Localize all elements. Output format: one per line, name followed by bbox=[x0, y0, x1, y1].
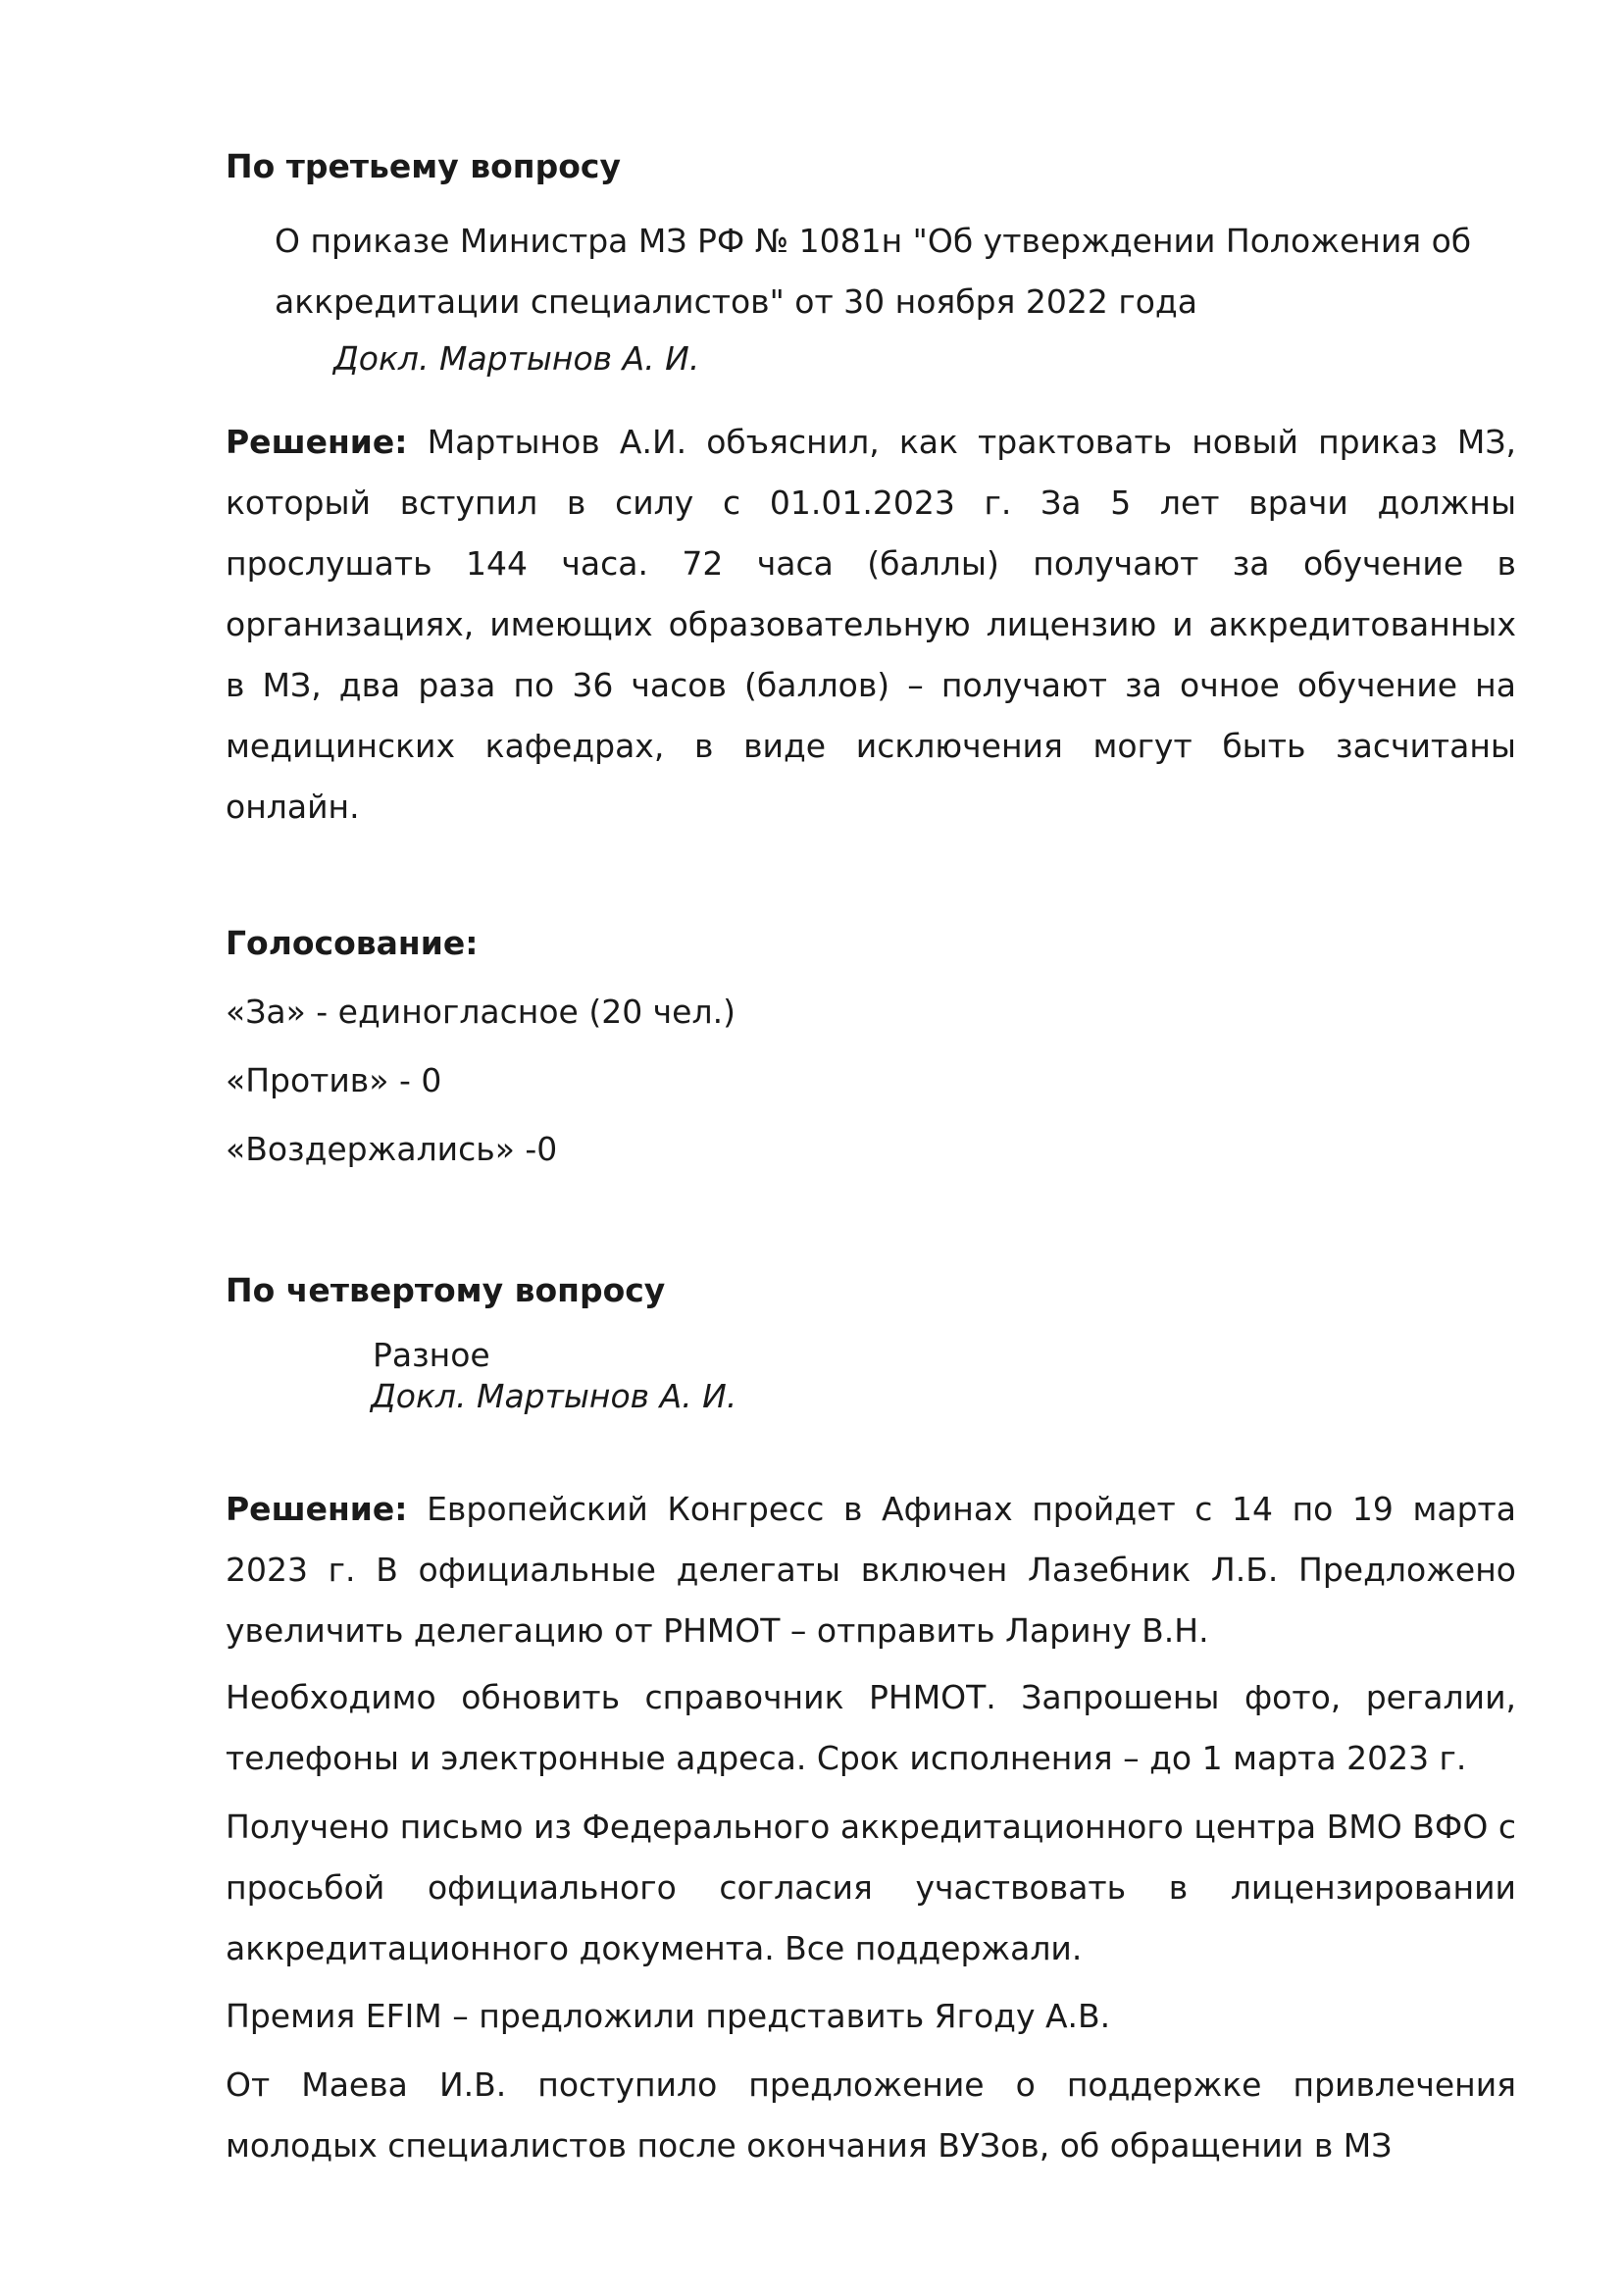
section4-speaker: Докл. Мартынов А. И. bbox=[371, 1377, 737, 1415]
voting-abstained: «Воздержались» -0 bbox=[226, 1130, 558, 1168]
section4-decision bbox=[226, 1479, 1516, 1661]
voting-heading: Голосование: bbox=[226, 924, 479, 962]
section4-para5: От Маева И.В. поступило предложение о поддержке привлечения молодых специалистов после окончания ВУЗов, об обращении в МЗ bbox=[226, 2065, 1516, 2165]
section3-decision bbox=[226, 412, 1516, 838]
section4-decision-label: Решение: bbox=[226, 1490, 408, 1528]
section3-heading: По третьему вопросу bbox=[226, 147, 621, 185]
section3-decision-text: Мартынов А.И. объяснил, как трактовать новый приказ МЗ, который вступил в силу с 01.01.2023 г. За 5 лет врачи должны прослушать 144 часа. 72 часа (баллы) получают за обучение в организациях, имеющих образовательную лицензию и аккредитованных в МЗ, два раза по 36 часов (баллов) – получают за очное обучение на медицинских кафедрах, в виде исключения могут быть засчитаны онлайн. bbox=[226, 423, 1516, 826]
section4-para2: Необходимо обновить справочник РНМОТ. Запрошены фото, регалии, телефоны и электронные адреса. Срок исполнения – до 1 марта 2023 г. bbox=[226, 1678, 1516, 1777]
section4-para3: Получено письмо из Федерального аккредитационного центра ВМО ВФО с просьбой официального согласия участвовать в лицензировании аккредитационного документа. Все поддержали. bbox=[226, 1808, 1516, 1967]
section4-topic: Разное bbox=[373, 1336, 490, 1374]
section3-speaker: Докл. Мартынов А. И. bbox=[333, 339, 700, 378]
voting-against: «Против» - 0 bbox=[226, 1061, 442, 1099]
section3-topic: О приказе Министра МЗ РФ № 1081н "Об утверждении Положения об аккредитации специалистов" от 30 ноября 2022 года bbox=[275, 222, 1472, 321]
section4-para4: Премия EFIM – предложили представить Ягоду А.В. bbox=[226, 1997, 1111, 2035]
voting-for: «За» - единогласное (20 чел.) bbox=[226, 993, 736, 1031]
section3-decision-label: Решение: bbox=[226, 423, 408, 461]
section4-heading: По четвертому вопросу bbox=[226, 1271, 666, 1309]
section4-decision-text: Европейский Конгресс в Афинах пройдет с 14 по 19 марта 2023 г. В официальные делегаты включен Лазебник Л.Б. Предложено увеличить делегацию от РНМОТ – отправить Ларину В.Н. bbox=[226, 1490, 1516, 1650]
